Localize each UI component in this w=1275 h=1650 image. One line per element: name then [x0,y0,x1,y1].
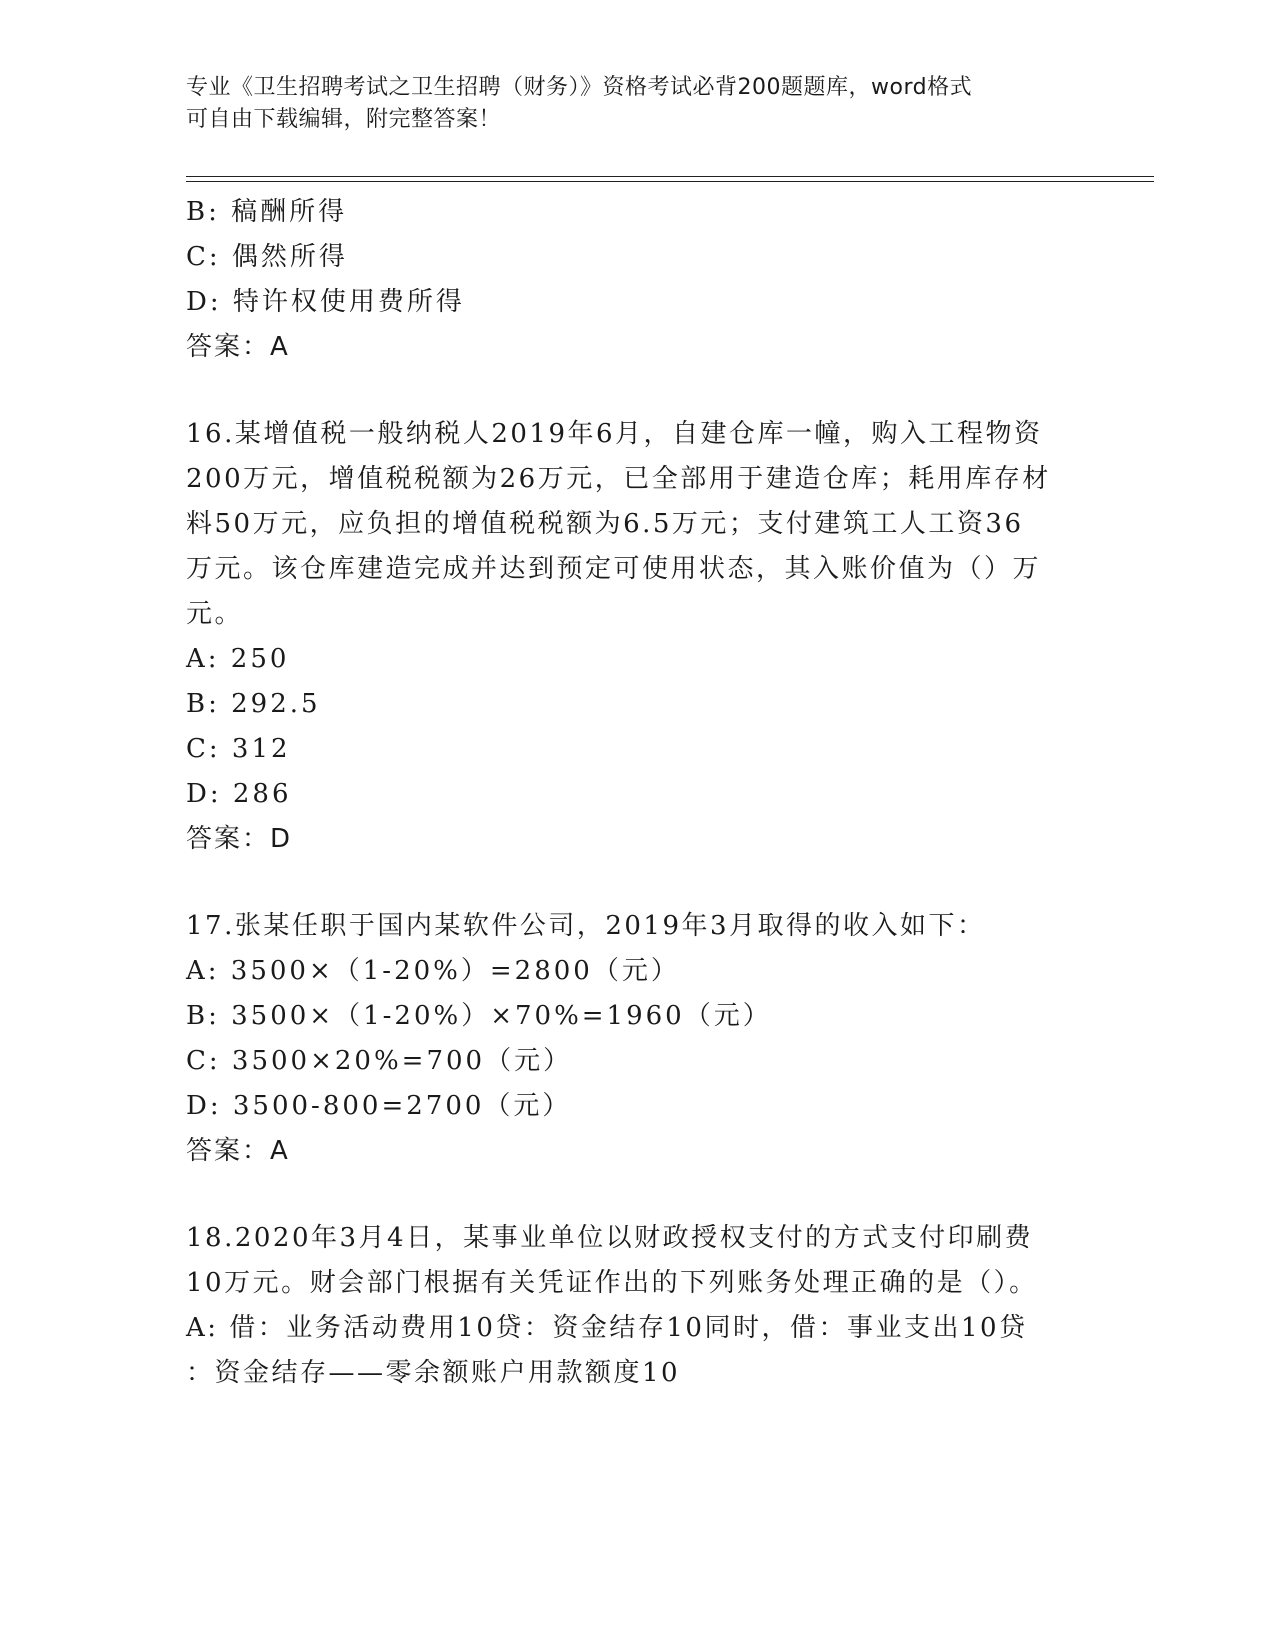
option-d: D: 3500-800=2700（元） [186,1091,572,1121]
option-a: A: 250 [186,644,290,674]
option-a: A: 借：业务活动费用10贷：资金结存10同时，借：事业支出10贷 [186,1313,1028,1343]
spacer [186,862,1066,904]
option-b: B: 292.5 [186,689,321,719]
question-text-line: 元。 [186,599,244,629]
option-b: B: 稿酬所得 [186,197,348,227]
page-header [186,72,1086,136]
question-text-line: 200万元，增值税税额为26万元，已全部用于建造仓库；耗用库存材 [186,464,1051,494]
question-text-line: 10万元。财会部门根据有关凭证作出的下列账务处理正确的是（）。 [186,1268,1038,1298]
question-text-line: 17.张某任职于国内某软件公司，2019年3月取得的收入如下： [186,911,986,941]
question-text-line: 18.2020年3月4日，某事业单位以财政授权支付的方式支付印刷费 [186,1223,1034,1253]
header-divider-top [186,176,1154,177]
answer-line: 答案：A [186,332,290,362]
option-a-continued: ：资金结存——零余额账户用款额度10 [186,1358,681,1388]
option-c: C: 偶然所得 [186,242,348,272]
option-b: B: 3500×（1-20%）×70%=1960（元） [186,1001,772,1031]
header-title-line-2: 可自由下载编辑，附完整答案！ [186,107,502,132]
option-c: C: 3500×20%=700（元） [186,1046,573,1076]
option-c: C: 312 [186,734,291,764]
question-17 [186,904,1066,1174]
question-content [186,190,1066,1396]
spacer [186,370,1066,412]
question-text-line: 16.某增值税一般纳税人2019年6月，自建仓库一幢，购入工程物资 [186,419,1043,449]
question-15 [186,190,1066,370]
option-a: A: 3500×（1-20%）=2800（元） [186,956,680,986]
option-d: D: 特许权使用费所得 [186,287,465,317]
answer-line: 答案：D [186,824,293,854]
option-d: D: 286 [186,779,292,809]
answer-line: 答案：A [186,1136,290,1166]
header-divider-bottom [186,181,1154,182]
question-18 [186,1216,1066,1396]
header-title-line-1: 专业《卫生招聘考试之卫生招聘（财务）》资格考试必背200题题库，word格式 [186,75,973,100]
question-text-line: 万元。该仓库建造完成并达到预定可使用状态，其入账价值为（）万 [186,554,1042,584]
question-text-line: 料50万元，应负担的增值税税额为6.5万元；支付建筑工人工资36 [186,509,1024,539]
question-16 [186,412,1066,862]
spacer [186,1174,1066,1216]
